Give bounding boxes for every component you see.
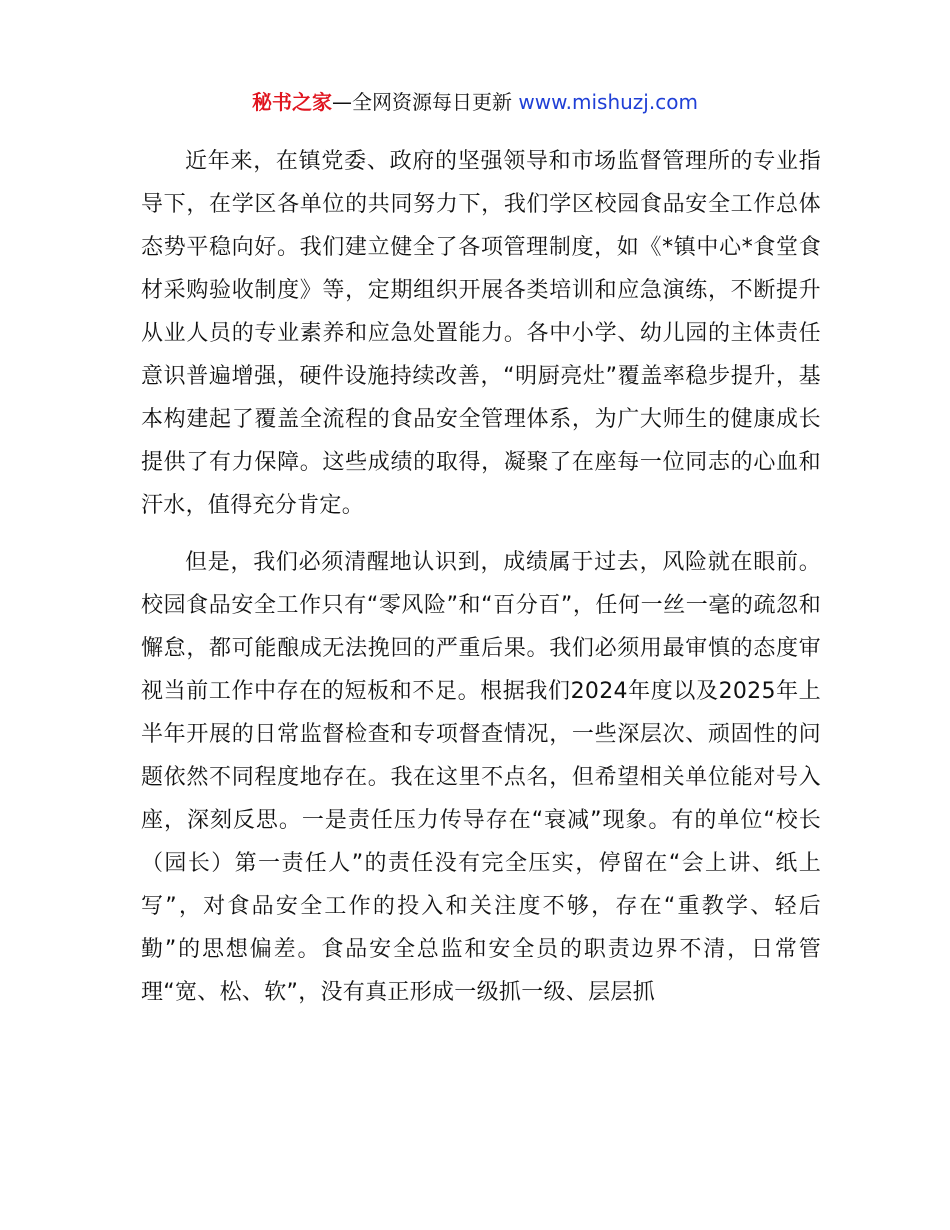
document-body — [141, 140, 821, 1014]
paragraph-problems: 但是，我们必须清醒地认识到，成绩属于过去，风险就在眼前。校园食品安全工作只有“零风险”和“百分百”，任何一丝一毫的疏忽和懈怠，都可能酿成无法挽回的严重后果。我们必须用最审慎的态度审视当前工作中存在的短板和不足。根据我们2024年度以及2025年上半年开展的日常监督检查和专项督查情况，一些深层次、顽固性的问题依然不同程度地存在。我在这里不点名，但希望相关单位能对号入座，深刻反思。一是责任压力传导存在“衰减”现象。有的单位“校长（园长）第一责任人”的责任没有完全压实，停留在“会上讲、纸上写”，对食品安全工作的投入和关注度不够，存在“重教学、轻后勤”的思想偏差。食品安全总监和安全员的职责边界不清，日常管理“宽、松、软”，没有真正形成一级抓一级、层层抓 — [141, 550, 821, 1005]
paragraph-achievements: 近年来，在镇党委、政府的坚强领导和市场监督管理所的专业指导下，在学区各单位的共同努力下，我们学区校园食品安全工作总体态势平稳向好。我们建立健全了各项管理制度，如《*镇中心*食堂食材采购验收制度》等，定期组织开展各类培训和应急演练，不断提升从业人员的专业素养和应急处置能力。各中小学、幼儿园的主体责任意识普遍增强，硬件设施持续改善，“明厨亮灶”覆盖率稳步提升，基本构建起了覆盖全流程的食品安全管理体系，为广大师生的健康成长提供了有力保障。这些成绩的取得，凝聚了在座每一位同志的心血和汗水，值得充分肯定。 — [141, 149, 821, 518]
header-tagline: —全网资源每日更新 — [332, 90, 513, 114]
site-header — [0, 88, 950, 116]
brand-name: 秘书之家 — [252, 90, 333, 114]
site-url-link[interactable]: www.mishuzj.com — [518, 90, 698, 114]
